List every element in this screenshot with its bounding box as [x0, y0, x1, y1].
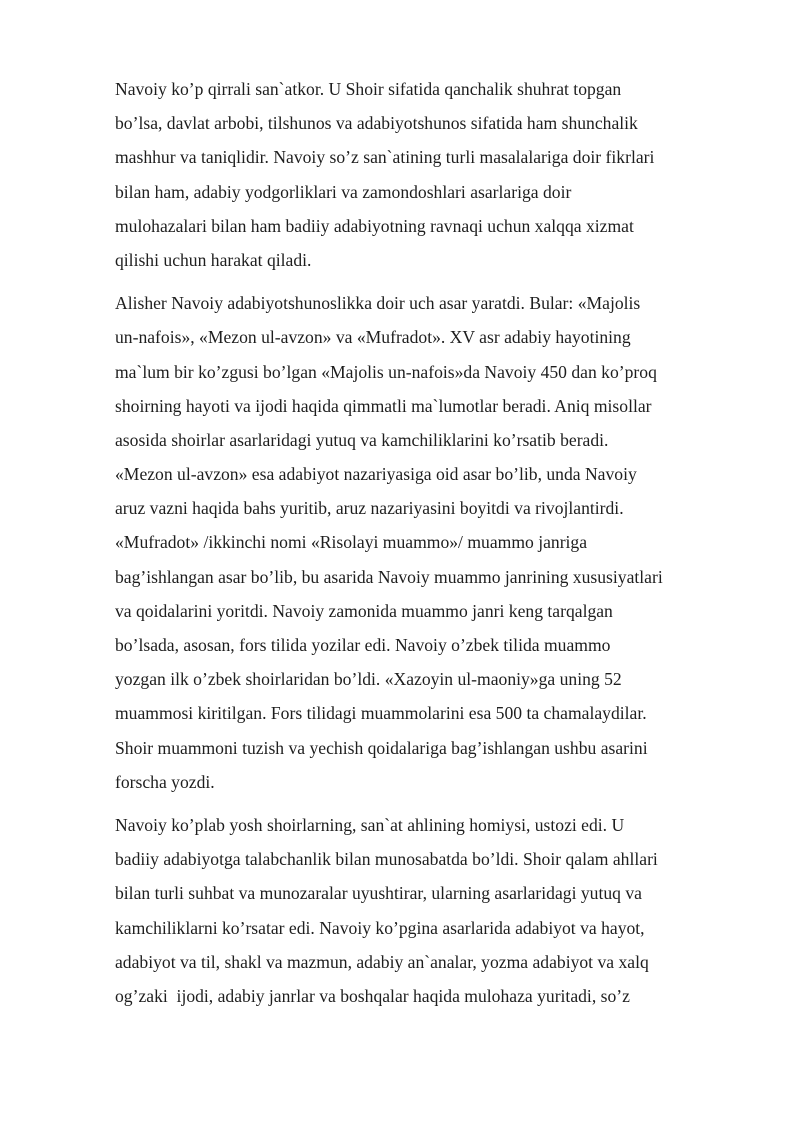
text-line: shoirning hayoti va ijodi haqida qimmatli ma`lumotlar beradi. Aniq misollar: [115, 395, 652, 416]
text-line: qilishi uchun harakat qiladi.: [115, 249, 312, 270]
text-line: aruz vazni haqida bahs yuritib, aruz nazariyasini boyitdi va rivojlantirdi.: [115, 498, 624, 519]
text-line: og’zaki ijodi, adabiy janrlar va boshqalar haqida mulohaza yuritadi, so’z: [115, 985, 630, 1006]
text-line: forscha yozdi.: [115, 771, 215, 792]
paragraph-3: [115, 808, 765, 1013]
text-line: bo’lsada, asosan, fors tilida yozilar edi. Navoiy o’zbek tilida muammo: [115, 635, 611, 655]
text-line: un-nafois», «Mezon ul-avzon» va «Mufradot». XV asr adabiy hayotining: [115, 327, 631, 348]
text-line: «Mezon ul-avzon» esa adabiyot nazariyasiga oid asar bo’lib, unda Navoiy: [115, 464, 637, 485]
text-line: adabiyot va til, shakl va mazmun, adabiy an`analar, yozma adabiyot va xalq: [115, 951, 649, 972]
text-line: «Mufradot» /ikkinchi nomi «Risolayi muammo»/ muammo janriga: [115, 532, 588, 553]
text-line: ma`lum bir ko’zgusi bo’lgan «Majolis un-nafois»da Navoiy 450 dan ko’proq: [115, 361, 657, 382]
text-line: Navoiy ko’plab yosh shoirlarning, san`at ahlining homiysi, ustozi edi. U: [115, 814, 625, 835]
text-line: bilan ham, adabiy yodgorliklari va zamondoshlari asarlariga doir: [115, 181, 572, 202]
text-line: bag’ishlangan asar bo’lib, bu asarida Navoiy muammo janrining xususiyatlari: [115, 566, 663, 587]
text-line: Shoir muammoni tuzish va yechish qoidalariga bag’ishlangan ushbu asarini: [115, 737, 648, 758]
text-line: yozgan ilk o’zbek shoirlaridan bo’ldi. «Xazoyin ul-maoniy»ga uning 52: [115, 669, 622, 690]
paragraph-2: [115, 286, 765, 799]
text-line: mashhur va taniqlidir. Navoiy so’z san`atining turli masalalariga doir fikrlari: [115, 147, 655, 168]
text-line: Navoiy ko’p qirrali san`atkor. U Shoir sifatida qanchalik shuhrat topgan: [115, 79, 622, 99]
text-line: va qoidalarini yoritdi. Navoiy zamonida muammo janri keng tarqalgan: [115, 600, 613, 621]
text-line: asosida shoirlar asarlaridagi yutuq va kamchiliklarini ko’rsatib beradi.: [115, 429, 609, 450]
text-line: Alisher Navoiy adabiyotshunoslikka doir uch asar yaratdi. Bular: «Majolis: [115, 293, 641, 314]
text-line: bo’lsa, davlat arbobi, tilshunos va adabiyotshunos sifatida ham shunchalik: [115, 113, 638, 134]
text-line: kamchiliklarni ko’rsatar edi. Navoiy ko’pgina asarlarida adabiyot va hayot,: [115, 917, 645, 938]
text-line: bilan turli suhbat va munozaralar uyushtirar, ularning asarlaridagi yutuq va: [115, 883, 642, 904]
text-line: mulohazalari bilan ham badiiy adabiyotning ravnaqi uchun xalqqa xizmat: [115, 215, 634, 236]
document-body: [115, 72, 765, 1022]
text-line: badiiy adabiyotga talabchanlik bilan munosabatda bo’ldi. Shoir qalam ahllari: [115, 849, 658, 870]
text-line: muammosi kiritilgan. Fors tilidagi muammolarini esa 500 ta chamalaydilar.: [115, 703, 647, 724]
paragraph-1: [115, 72, 765, 277]
